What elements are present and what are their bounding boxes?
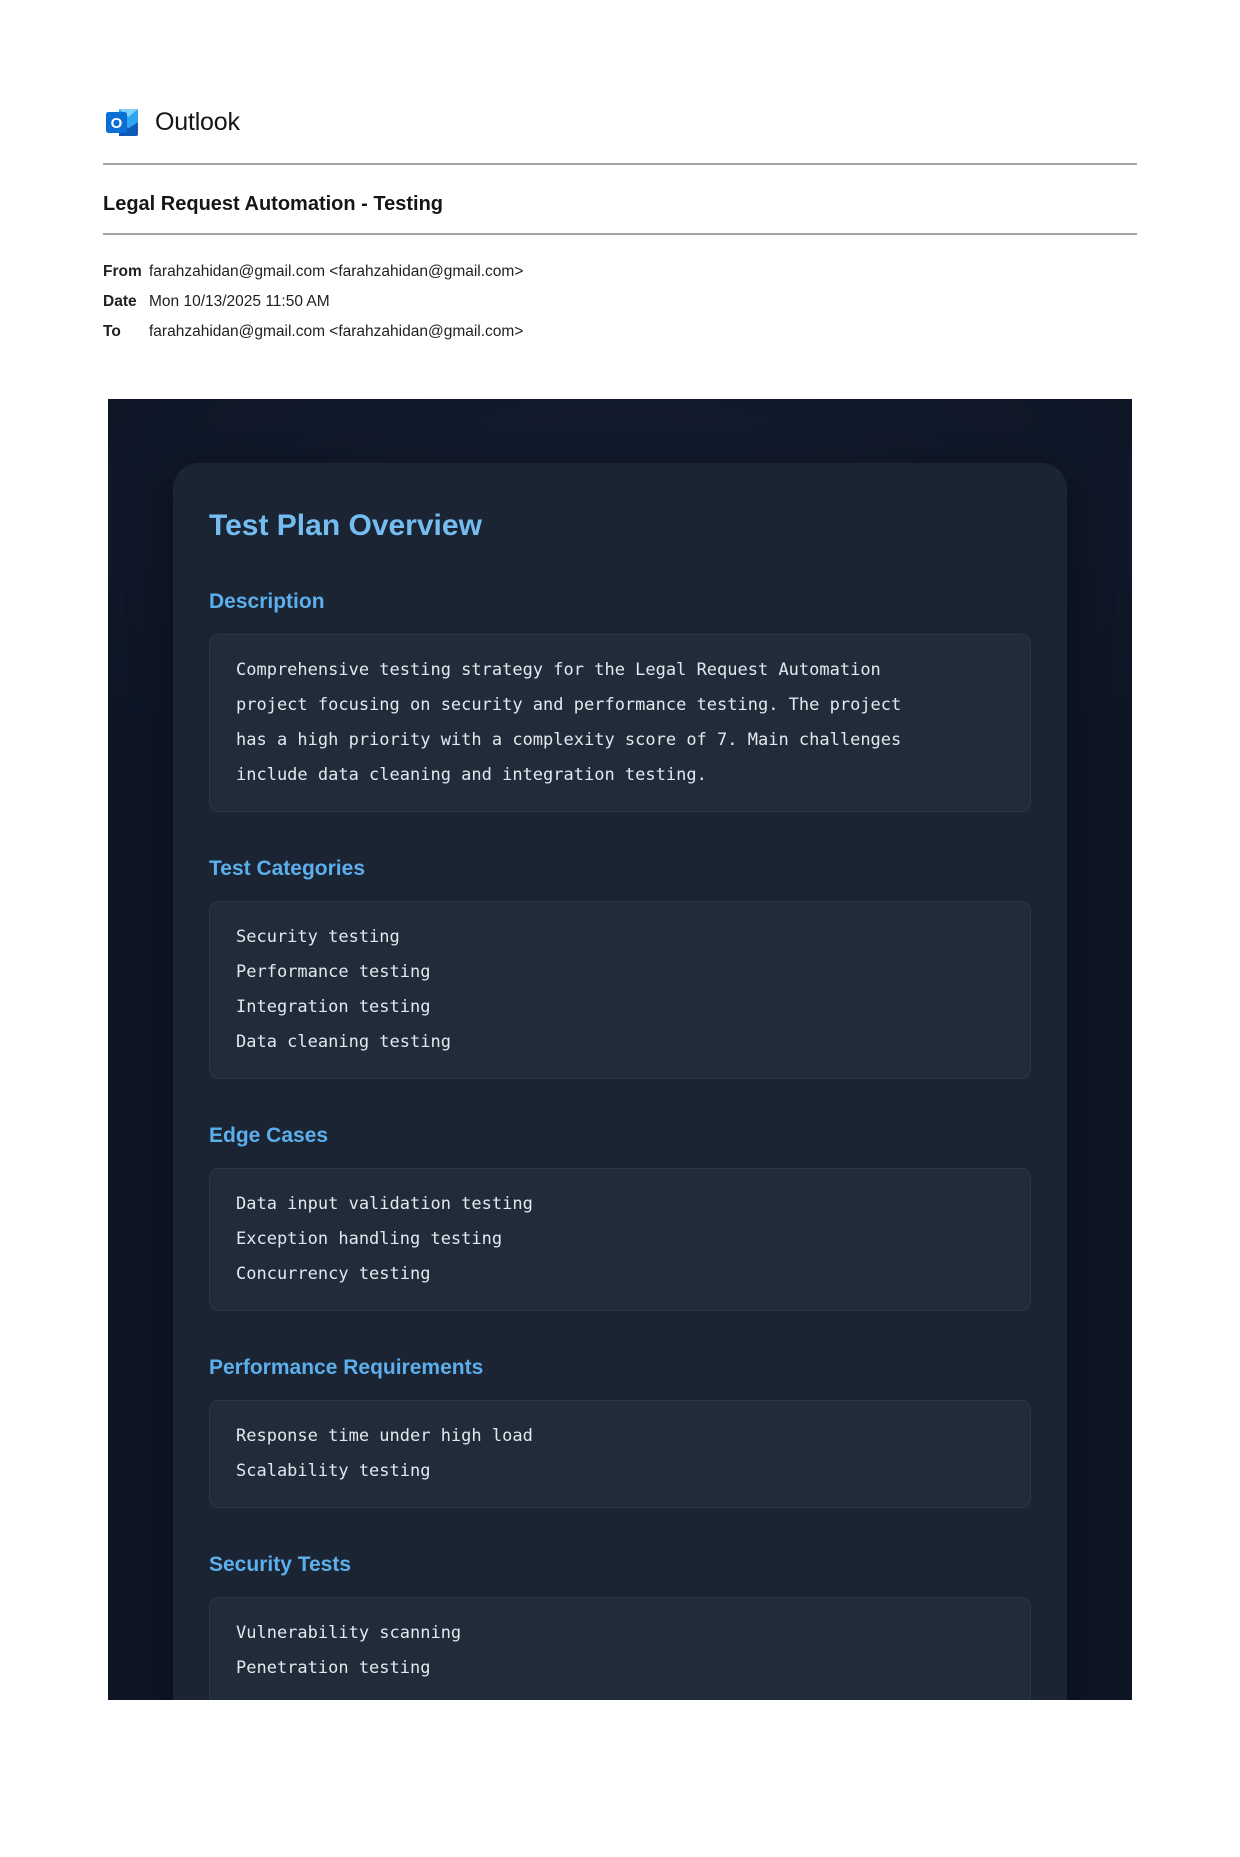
test-item: Performance testing: [236, 962, 431, 982]
email-dark-body: [108, 399, 1132, 1700]
test-item: Vulnerability scanning: [236, 1623, 462, 1643]
test-item: Concurrency testing: [236, 1264, 431, 1284]
test-item: Response time under high load: [236, 1426, 533, 1446]
email-subject: Legal Request Automation - Testing: [103, 193, 444, 215]
test-item: Integration testing: [236, 997, 431, 1017]
test-item: Security testing: [236, 927, 400, 947]
section-content-box: [209, 1168, 1031, 1311]
svg-text:O: O: [110, 115, 123, 132]
outlook-brand: [103, 103, 1137, 141]
test-item: Exception handling testing: [236, 1229, 503, 1249]
section-heading: Description: [209, 590, 325, 613]
sections-container: [209, 589, 1031, 1700]
section-content-box: [209, 1597, 1031, 1700]
meta-to-value: farahzahidan@gmail.com <farahzahidan@gmail.com>: [149, 323, 524, 340]
section-heading: Test Categories: [209, 857, 365, 880]
meta-from-label: From: [103, 263, 142, 280]
section-heading: Security Tests: [209, 1553, 352, 1576]
subject-divider: [103, 233, 1137, 235]
section-content-box: [209, 1400, 1031, 1508]
section-heading: Edge Cases: [209, 1124, 329, 1147]
outlook-logo-icon: [103, 103, 141, 141]
test-item: Data cleaning testing: [236, 1032, 451, 1052]
email-print-header: [0, 103, 1240, 347]
section-heading: Performance Requirements: [209, 1356, 484, 1379]
email-meta: [103, 257, 1137, 347]
meta-from-value: farahzahidan@gmail.com <farahzahidan@gmail.com>: [149, 263, 524, 280]
section-paragraph: Comprehensive testing strategy for the Legal Request Automation project focusing on security and performance testing. The project has a high priority with a complexity score of 7. Main challenges include data cleaning and integration testing.: [236, 660, 902, 785]
test-item: Penetration testing: [236, 1658, 431, 1678]
header-divider: [103, 163, 1137, 165]
meta-date-value: Mon 10/13/2025 11:50 AM: [149, 293, 330, 310]
outlook-wordmark: Outlook: [155, 107, 240, 136]
section-content-box: [209, 901, 1031, 1079]
test-item: Scalability testing: [236, 1461, 431, 1481]
test-plan-card: [173, 463, 1067, 1700]
card-title: Test Plan Overview: [209, 509, 482, 542]
section-content-box: [209, 634, 1031, 812]
meta-to-label: To: [103, 323, 121, 340]
meta-date-label: Date: [103, 293, 137, 310]
test-item: Data input validation testing: [236, 1194, 533, 1214]
